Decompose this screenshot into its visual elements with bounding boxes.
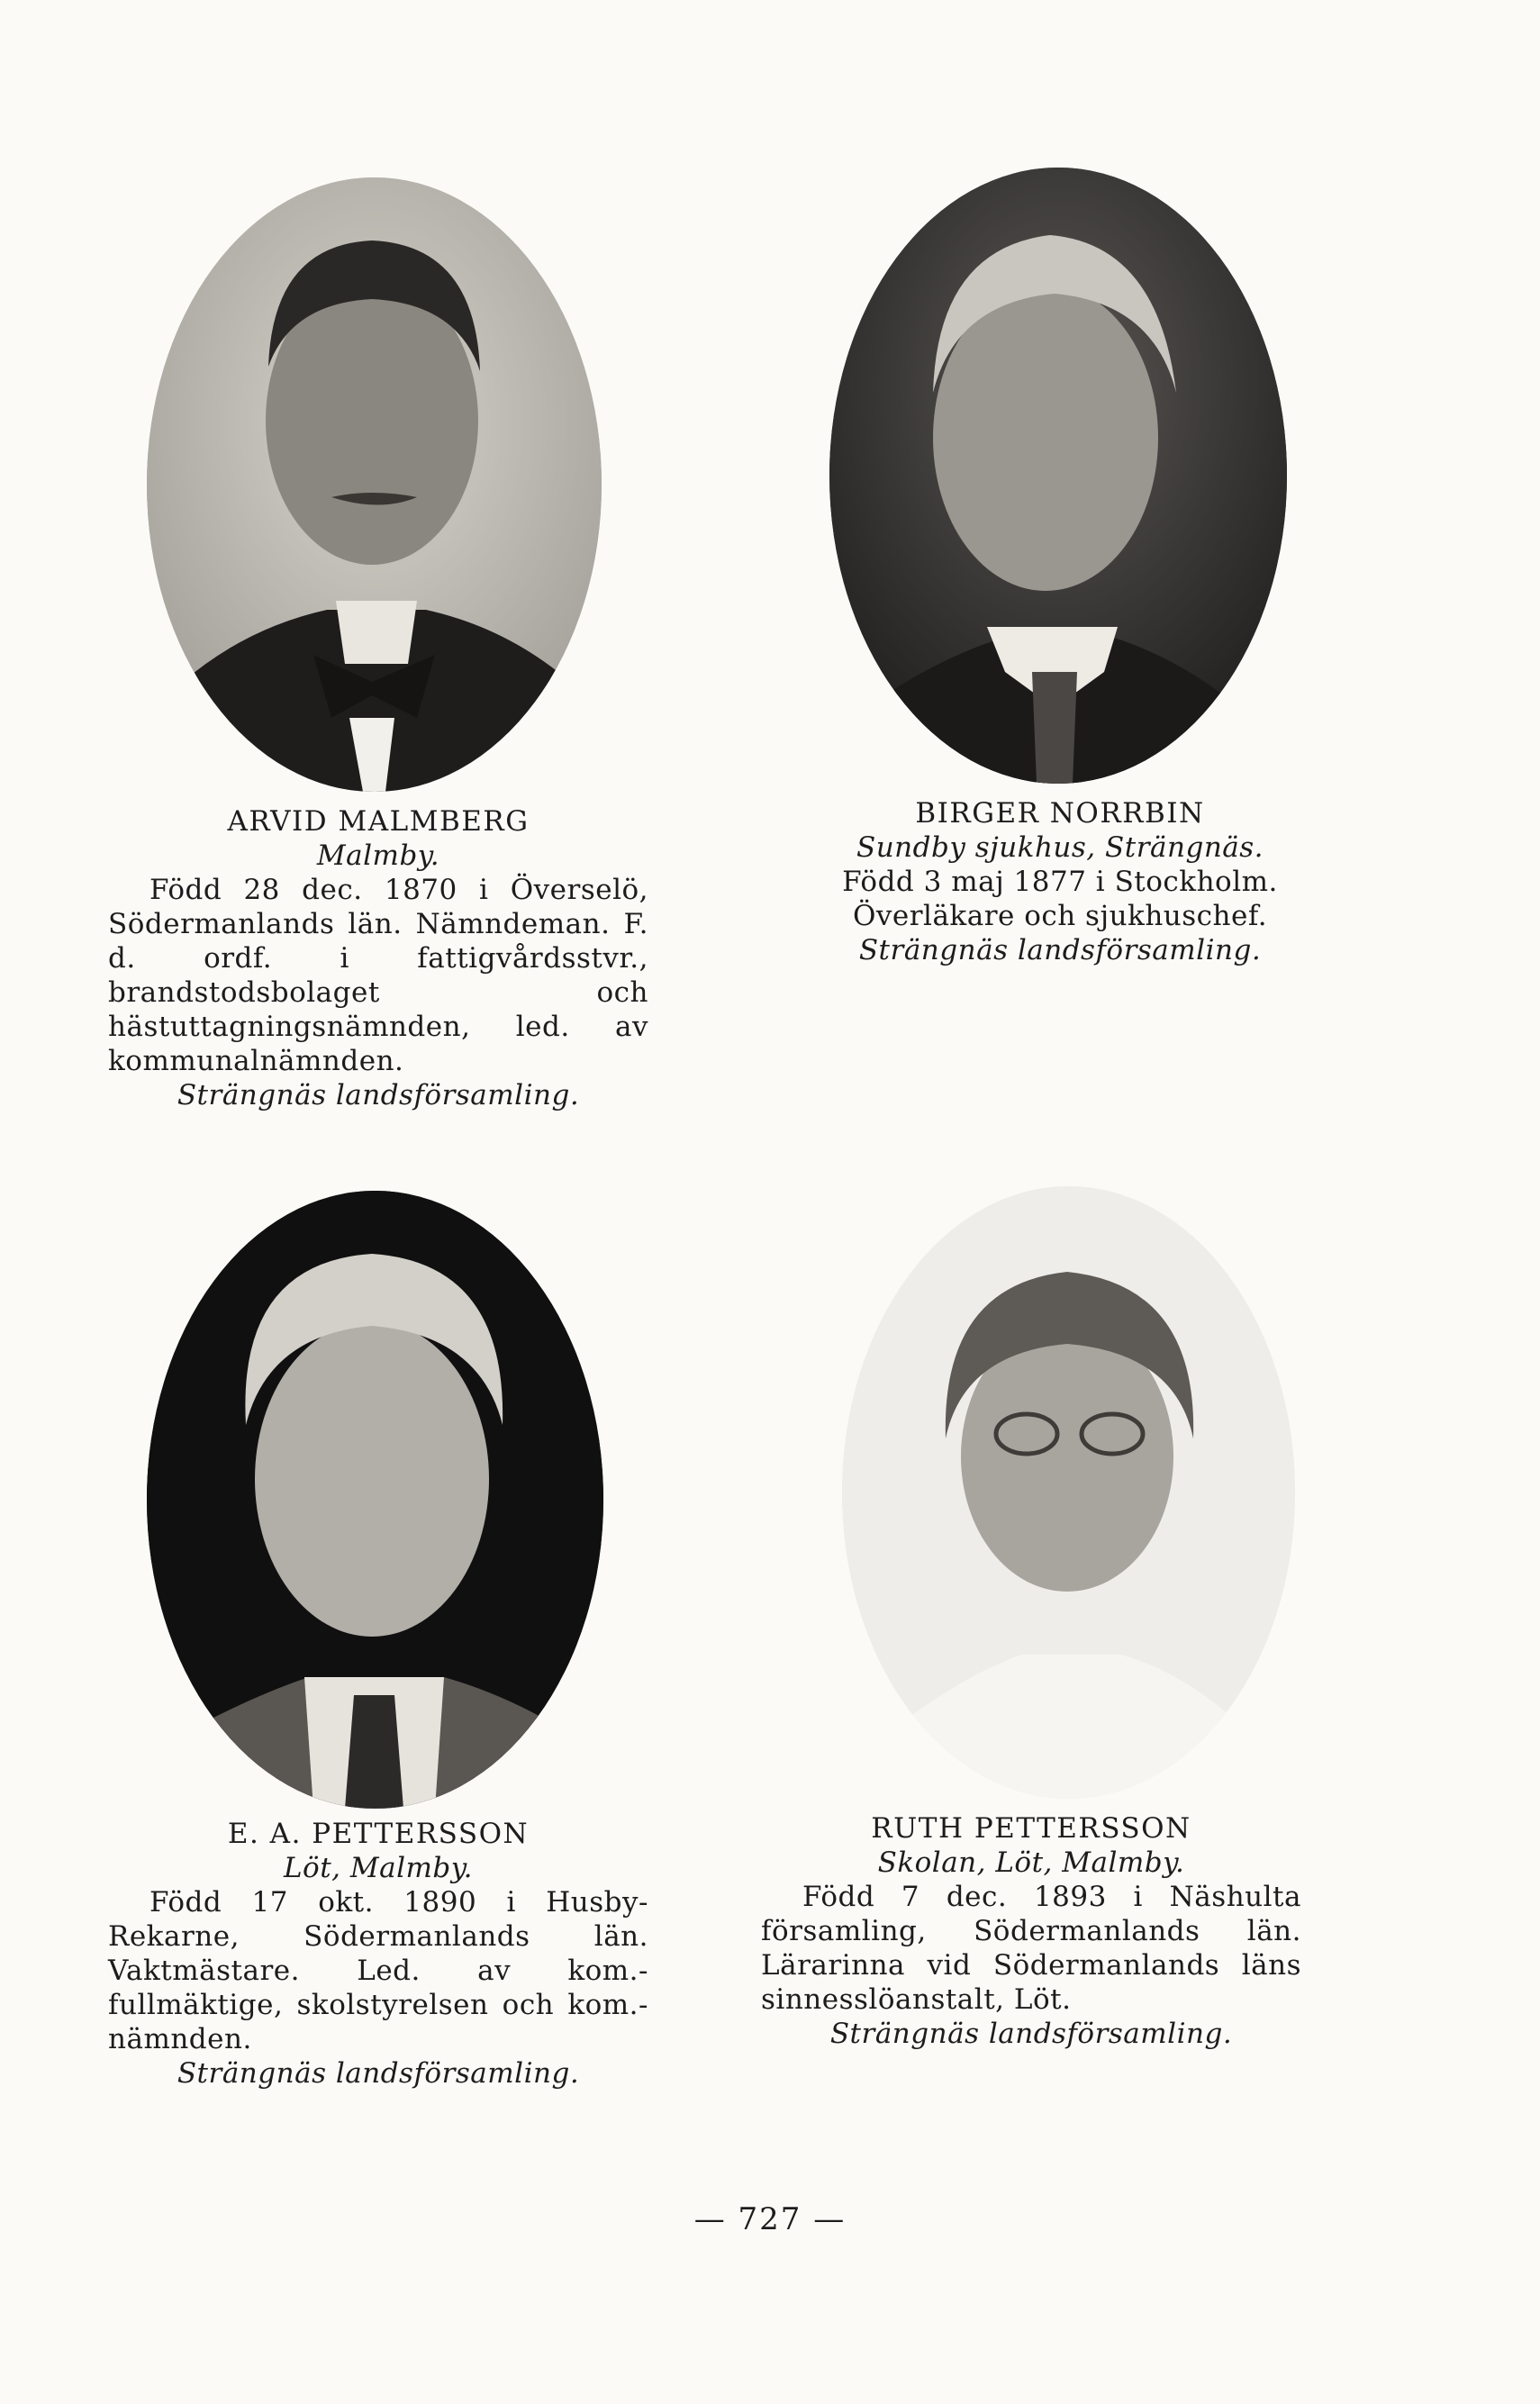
entry-parish: Strängnäs landsförsamling.	[177, 2057, 580, 2090]
entry-arvid-malmberg	[108, 804, 648, 1112]
portrait-photo-birger-norrbin	[829, 168, 1287, 784]
entry-parish: Strängnäs landsförsamling.	[858, 934, 1262, 966]
page-number: — 727 —	[693, 2201, 847, 2237]
entry-name: E. A. PETTERSSON	[227, 1818, 530, 1850]
entry-place: Malmby.	[316, 839, 440, 872]
portrait-photo-ruth-pettersson	[842, 1186, 1295, 1799]
entry-place: Sundby sjukhus, Strängnäs.	[856, 831, 1264, 864]
portrait-photo-arvid-malmberg	[147, 177, 602, 792]
entry-biography: Född 3 maj 1877 i Stockholm. Överläkare och sjukhuschef.	[842, 866, 1278, 932]
entry-biography: Född 17 okt. 1890 i Husby-Rekarne, Södermanlands län. Vaktmästare. Led. av kom.-fullmäktige, skolstyrelsen och kom.-nämnden.	[108, 1886, 648, 2055]
entry-place: Skolan, Löt, Malmby.	[877, 1846, 1185, 1879]
entry-biography: Född 7 dec. 1893 i Näshulta församling, Södermanlands län. Lärarinna vid Södermanlands läns sinnesslöanstalt, Löt.	[761, 1881, 1301, 2016]
entry-name: BIRGER NORRBIN	[915, 797, 1205, 830]
entry-name: RUTH PETTERSSON	[871, 1812, 1191, 1845]
portrait-photo-e-a-pettersson	[147, 1191, 603, 1809]
entry-biography: Född 28 dec. 1870 i Överselö, Södermanlands län. Nämndeman. F. d. ordf. i fattigvårdsstvr., brandstodsbolaget och hästuttagningsnämnden, led. av kommunalnämnden.	[108, 874, 648, 1077]
entry-parish: Strängnäs landsförsamling.	[177, 1079, 580, 1111]
entry-parish: Strängnäs landsförsamling.	[829, 2018, 1233, 2050]
entry-birger-norrbin	[790, 796, 1330, 967]
entry-place: Löt, Malmby.	[283, 1852, 474, 1884]
entry-name: ARVID MALMBERG	[227, 805, 530, 838]
entry-ruth-pettersson	[761, 1811, 1301, 2051]
entry-e-a-pettersson	[108, 1817, 648, 2091]
